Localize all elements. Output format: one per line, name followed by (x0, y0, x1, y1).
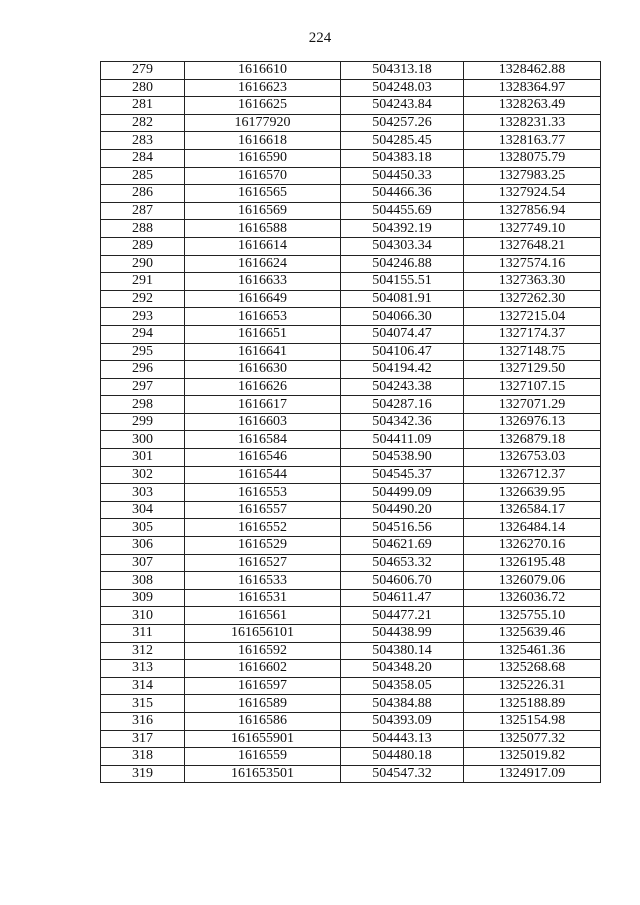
point-number-cell: 280 (101, 79, 185, 97)
table-row (101, 765, 601, 783)
point-number-cell: 291 (101, 273, 185, 291)
y-coordinate-cell: 1326976.13 (464, 413, 601, 431)
y-coordinate-cell: 1327129.50 (464, 361, 601, 379)
table-row (101, 290, 601, 308)
point-number-cell: 283 (101, 132, 185, 150)
table-row (101, 677, 601, 695)
point-number-cell: 286 (101, 185, 185, 203)
point-id-cell: 1616531 (185, 589, 341, 607)
table-row (101, 748, 601, 766)
table-row (101, 185, 601, 203)
point-number-cell: 308 (101, 572, 185, 590)
point-id-cell: 1616617 (185, 396, 341, 414)
point-id-cell: 1616592 (185, 642, 341, 660)
y-coordinate-cell: 1327363.30 (464, 273, 601, 291)
table-row (101, 149, 601, 167)
y-coordinate-cell: 1325154.98 (464, 712, 601, 730)
point-number-cell: 309 (101, 589, 185, 607)
point-id-cell: 1616553 (185, 484, 341, 502)
table-row (101, 114, 601, 132)
point-number-cell: 317 (101, 730, 185, 748)
y-coordinate-cell: 1327174.37 (464, 325, 601, 343)
point-id-cell: 1616610 (185, 62, 341, 80)
point-number-cell: 319 (101, 765, 185, 783)
table-row (101, 378, 601, 396)
x-coordinate-cell: 504257.26 (341, 114, 464, 132)
point-number-cell: 290 (101, 255, 185, 273)
point-number-cell: 315 (101, 695, 185, 713)
table-row (101, 537, 601, 555)
y-coordinate-cell: 1328364.97 (464, 79, 601, 97)
x-coordinate-cell: 504621.69 (341, 537, 464, 555)
table-row (101, 343, 601, 361)
point-id-cell: 1616618 (185, 132, 341, 150)
coordinates-table-body (101, 62, 601, 783)
x-coordinate-cell: 504155.51 (341, 273, 464, 291)
point-number-cell: 307 (101, 554, 185, 572)
point-number-cell: 279 (101, 62, 185, 80)
point-id-cell: 16177920 (185, 114, 341, 132)
point-number-cell: 298 (101, 396, 185, 414)
point-id-cell: 1616529 (185, 537, 341, 555)
x-coordinate-cell: 504303.34 (341, 237, 464, 255)
point-id-cell: 1616641 (185, 343, 341, 361)
x-coordinate-cell: 504516.56 (341, 519, 464, 537)
x-coordinate-cell: 504606.70 (341, 572, 464, 590)
point-id-cell: 1616544 (185, 466, 341, 484)
point-id-cell: 1616649 (185, 290, 341, 308)
table-row (101, 97, 601, 115)
table-row (101, 413, 601, 431)
point-id-cell: 1616559 (185, 748, 341, 766)
table-row (101, 642, 601, 660)
point-number-cell: 314 (101, 677, 185, 695)
table-row (101, 589, 601, 607)
table-row (101, 237, 601, 255)
point-number-cell: 284 (101, 149, 185, 167)
y-coordinate-cell: 1328231.33 (464, 114, 601, 132)
table-row (101, 220, 601, 238)
y-coordinate-cell: 1326079.06 (464, 572, 601, 590)
point-number-cell: 281 (101, 97, 185, 115)
table-row (101, 62, 601, 80)
table-row (101, 132, 601, 150)
page-number: 224 (308, 30, 332, 46)
x-coordinate-cell: 504450.33 (341, 167, 464, 185)
point-id-cell: 1616584 (185, 431, 341, 449)
point-id-cell: 1616557 (185, 501, 341, 519)
point-number-cell: 304 (101, 501, 185, 519)
point-number-cell: 282 (101, 114, 185, 132)
y-coordinate-cell: 1325019.82 (464, 748, 601, 766)
x-coordinate-cell: 504443.13 (341, 730, 464, 748)
table-row (101, 501, 601, 519)
point-id-cell: 1616630 (185, 361, 341, 379)
x-coordinate-cell: 504480.18 (341, 748, 464, 766)
point-number-cell: 292 (101, 290, 185, 308)
x-coordinate-cell: 504538.90 (341, 449, 464, 467)
y-coordinate-cell: 1325268.68 (464, 660, 601, 678)
y-coordinate-cell: 1327107.15 (464, 378, 601, 396)
point-id-cell: 1616565 (185, 185, 341, 203)
point-id-cell: 1616626 (185, 378, 341, 396)
point-number-cell: 288 (101, 220, 185, 238)
table-row (101, 431, 601, 449)
point-id-cell: 1616533 (185, 572, 341, 590)
table-row (101, 625, 601, 643)
table-row (101, 607, 601, 625)
point-id-cell: 1616624 (185, 255, 341, 273)
table-row (101, 167, 601, 185)
x-coordinate-cell: 504246.88 (341, 255, 464, 273)
point-number-cell: 316 (101, 712, 185, 730)
x-coordinate-cell: 504392.19 (341, 220, 464, 238)
y-coordinate-cell: 1326270.16 (464, 537, 601, 555)
x-coordinate-cell: 504066.30 (341, 308, 464, 326)
x-coordinate-cell: 504547.32 (341, 765, 464, 783)
point-number-cell: 289 (101, 237, 185, 255)
point-number-cell: 299 (101, 413, 185, 431)
x-coordinate-cell: 504466.36 (341, 185, 464, 203)
table-row (101, 466, 601, 484)
table-row (101, 79, 601, 97)
point-id-cell: 1616623 (185, 79, 341, 97)
y-coordinate-cell: 1326195.48 (464, 554, 601, 572)
point-id-cell: 1616651 (185, 325, 341, 343)
point-number-cell: 297 (101, 378, 185, 396)
y-coordinate-cell: 1326753.03 (464, 449, 601, 467)
y-coordinate-cell: 1327574.16 (464, 255, 601, 273)
table-row (101, 325, 601, 343)
point-id-cell: 1616561 (185, 607, 341, 625)
point-number-cell: 301 (101, 449, 185, 467)
y-coordinate-cell: 1327648.21 (464, 237, 601, 255)
point-number-cell: 306 (101, 537, 185, 555)
point-id-cell: 1616597 (185, 677, 341, 695)
point-id-cell: 1616586 (185, 712, 341, 730)
point-number-cell: 310 (101, 607, 185, 625)
table-row (101, 484, 601, 502)
point-number-cell: 287 (101, 202, 185, 220)
point-number-cell: 318 (101, 748, 185, 766)
x-coordinate-cell: 504285.45 (341, 132, 464, 150)
y-coordinate-cell: 1327262.30 (464, 290, 601, 308)
table-row (101, 519, 601, 537)
y-coordinate-cell: 1328263.49 (464, 97, 601, 115)
table-row (101, 554, 601, 572)
y-coordinate-cell: 1325461.36 (464, 642, 601, 660)
x-coordinate-cell: 504243.84 (341, 97, 464, 115)
y-coordinate-cell: 1327856.94 (464, 202, 601, 220)
point-number-cell: 285 (101, 167, 185, 185)
point-id-cell: 1616589 (185, 695, 341, 713)
x-coordinate-cell: 504653.32 (341, 554, 464, 572)
point-id-cell: 1616588 (185, 220, 341, 238)
point-number-cell: 302 (101, 466, 185, 484)
table-row (101, 660, 601, 678)
coordinates-table (100, 61, 601, 783)
x-coordinate-cell: 504074.47 (341, 325, 464, 343)
table-row (101, 202, 601, 220)
point-id-cell: 1616570 (185, 167, 341, 185)
x-coordinate-cell: 504348.20 (341, 660, 464, 678)
y-coordinate-cell: 1324917.09 (464, 765, 601, 783)
table-row (101, 308, 601, 326)
point-id-cell: 161656101 (185, 625, 341, 643)
x-coordinate-cell: 504499.09 (341, 484, 464, 502)
table-row (101, 730, 601, 748)
point-number-cell: 294 (101, 325, 185, 343)
x-coordinate-cell: 504287.16 (341, 396, 464, 414)
x-coordinate-cell: 504313.18 (341, 62, 464, 80)
table-row (101, 449, 601, 467)
y-coordinate-cell: 1328163.77 (464, 132, 601, 150)
y-coordinate-cell: 1327071.29 (464, 396, 601, 414)
point-number-cell: 296 (101, 361, 185, 379)
y-coordinate-cell: 1325755.10 (464, 607, 601, 625)
x-coordinate-cell: 504411.09 (341, 431, 464, 449)
y-coordinate-cell: 1325188.89 (464, 695, 601, 713)
y-coordinate-cell: 1327749.10 (464, 220, 601, 238)
point-number-cell: 295 (101, 343, 185, 361)
x-coordinate-cell: 504248.03 (341, 79, 464, 97)
x-coordinate-cell: 504342.36 (341, 413, 464, 431)
x-coordinate-cell: 504545.37 (341, 466, 464, 484)
y-coordinate-cell: 1326584.17 (464, 501, 601, 519)
point-id-cell: 1616569 (185, 202, 341, 220)
table-row (101, 361, 601, 379)
x-coordinate-cell: 504455.69 (341, 202, 464, 220)
point-number-cell: 311 (101, 625, 185, 643)
point-id-cell: 1616602 (185, 660, 341, 678)
y-coordinate-cell: 1326879.18 (464, 431, 601, 449)
x-coordinate-cell: 504438.99 (341, 625, 464, 643)
y-coordinate-cell: 1326639.95 (464, 484, 601, 502)
y-coordinate-cell: 1327983.25 (464, 167, 601, 185)
table-row (101, 695, 601, 713)
point-number-cell: 305 (101, 519, 185, 537)
x-coordinate-cell: 504393.09 (341, 712, 464, 730)
x-coordinate-cell: 504194.42 (341, 361, 464, 379)
y-coordinate-cell: 1328462.88 (464, 62, 601, 80)
point-id-cell: 1616614 (185, 237, 341, 255)
x-coordinate-cell: 504106.47 (341, 343, 464, 361)
x-coordinate-cell: 504243.38 (341, 378, 464, 396)
x-coordinate-cell: 504380.14 (341, 642, 464, 660)
point-id-cell: 1616603 (185, 413, 341, 431)
point-number-cell: 300 (101, 431, 185, 449)
x-coordinate-cell: 504477.21 (341, 607, 464, 625)
y-coordinate-cell: 1328075.79 (464, 149, 601, 167)
table-row (101, 712, 601, 730)
table-row (101, 255, 601, 273)
y-coordinate-cell: 1327148.75 (464, 343, 601, 361)
point-id-cell: 1616527 (185, 554, 341, 572)
point-number-cell: 313 (101, 660, 185, 678)
x-coordinate-cell: 504081.91 (341, 290, 464, 308)
y-coordinate-cell: 1325639.46 (464, 625, 601, 643)
x-coordinate-cell: 504384.88 (341, 695, 464, 713)
x-coordinate-cell: 504490.20 (341, 501, 464, 519)
y-coordinate-cell: 1326484.14 (464, 519, 601, 537)
y-coordinate-cell: 1325226.31 (464, 677, 601, 695)
point-id-cell: 1616590 (185, 149, 341, 167)
y-coordinate-cell: 1327924.54 (464, 185, 601, 203)
point-number-cell: 303 (101, 484, 185, 502)
point-id-cell: 1616625 (185, 97, 341, 115)
table-row (101, 572, 601, 590)
point-id-cell: 161655901 (185, 730, 341, 748)
point-number-cell: 293 (101, 308, 185, 326)
table-row (101, 396, 601, 414)
table-row (101, 273, 601, 291)
y-coordinate-cell: 1326036.72 (464, 589, 601, 607)
x-coordinate-cell: 504383.18 (341, 149, 464, 167)
y-coordinate-cell: 1327215.04 (464, 308, 601, 326)
y-coordinate-cell: 1326712.37 (464, 466, 601, 484)
point-id-cell: 1616552 (185, 519, 341, 537)
y-coordinate-cell: 1325077.32 (464, 730, 601, 748)
x-coordinate-cell: 504611.47 (341, 589, 464, 607)
point-id-cell: 1616633 (185, 273, 341, 291)
point-number-cell: 312 (101, 642, 185, 660)
point-id-cell: 161653501 (185, 765, 341, 783)
x-coordinate-cell: 504358.05 (341, 677, 464, 695)
point-id-cell: 1616546 (185, 449, 341, 467)
point-id-cell: 1616653 (185, 308, 341, 326)
